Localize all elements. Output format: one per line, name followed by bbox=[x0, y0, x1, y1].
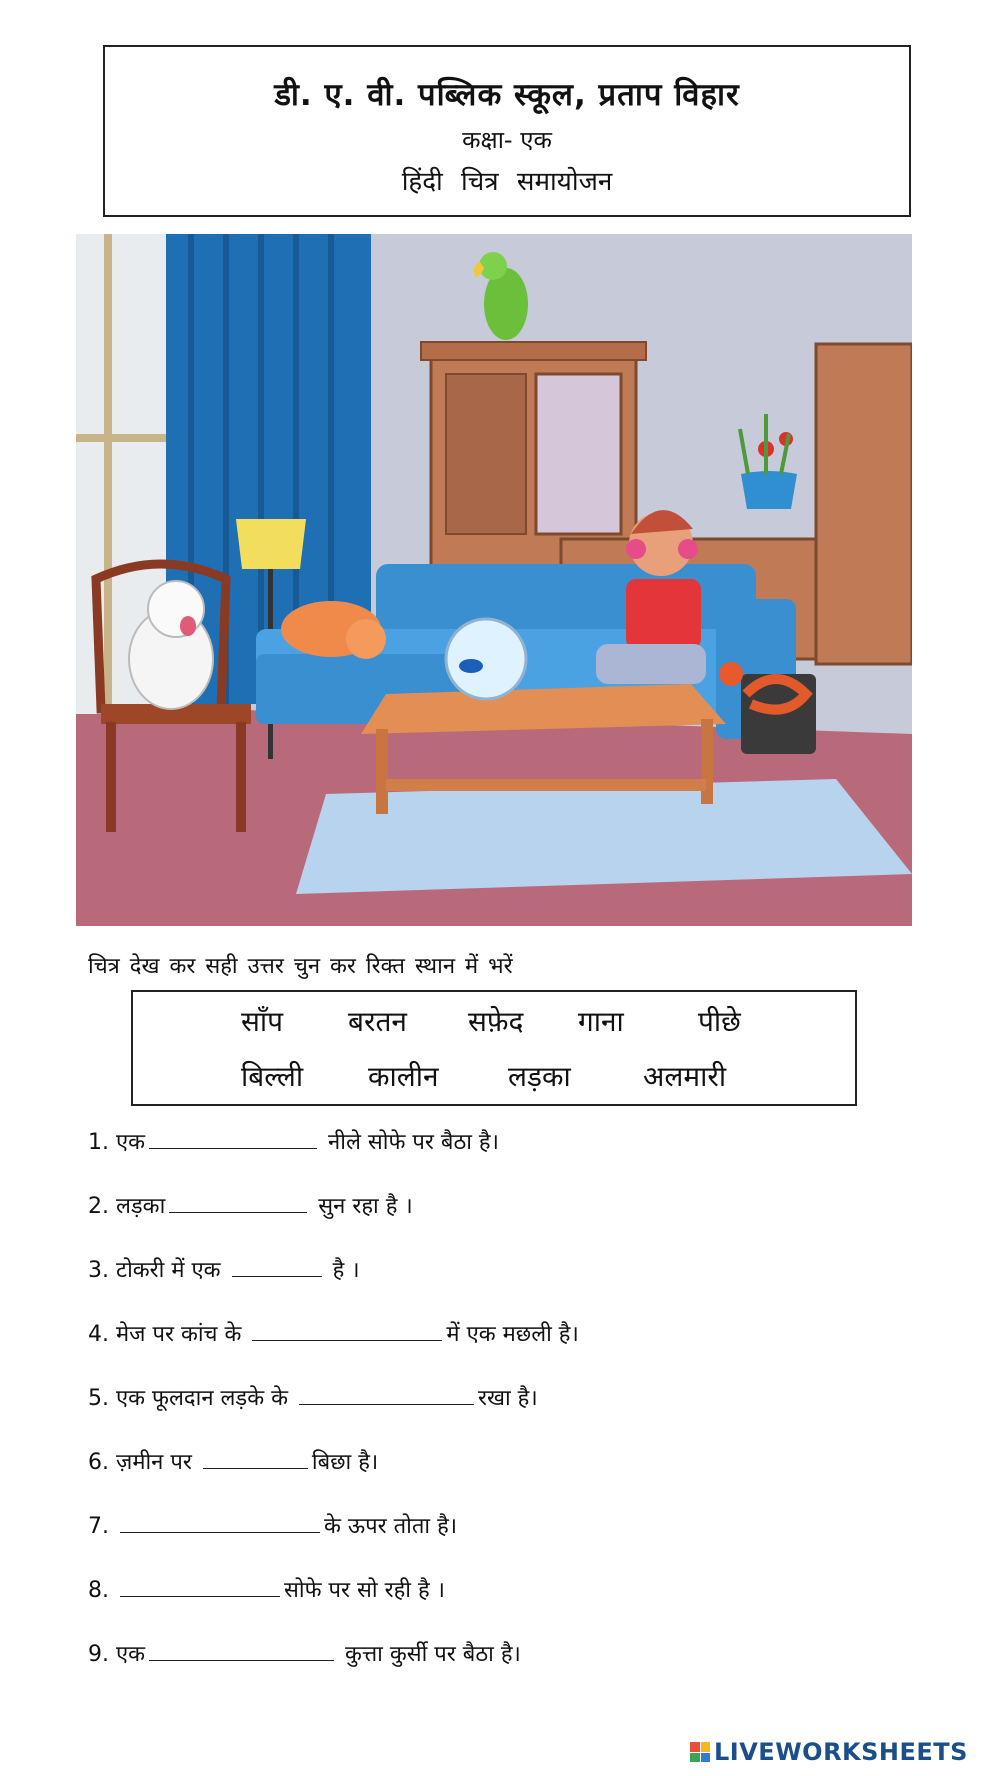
answer-blank-8[interactable] bbox=[120, 1576, 280, 1597]
word-bank-row-1 bbox=[133, 1002, 855, 1042]
question-text-after: बिछा है। bbox=[311, 1450, 379, 1475]
question-text-after: है । bbox=[325, 1258, 360, 1283]
question-number: 4. bbox=[88, 1322, 109, 1347]
word-snake: साँप bbox=[241, 1005, 284, 1038]
question-text-after: सोफे पर सो रही है । bbox=[284, 1578, 445, 1603]
living-room-scene bbox=[76, 234, 912, 926]
question-1 bbox=[88, 1126, 499, 1156]
answer-blank-7[interactable] bbox=[120, 1512, 320, 1533]
word-white: सफ़ेद bbox=[468, 1005, 524, 1038]
question-number: 8. bbox=[88, 1578, 109, 1603]
answer-blank-9[interactable] bbox=[149, 1640, 334, 1661]
question-number: 3. bbox=[88, 1258, 109, 1283]
word-cupboard: अलमारी bbox=[643, 1060, 727, 1093]
answer-blank-2[interactable] bbox=[169, 1192, 307, 1213]
question-text-before: ज़मीन पर bbox=[116, 1450, 199, 1475]
question-9 bbox=[88, 1638, 521, 1668]
question-text-after: सुन रहा है । bbox=[311, 1194, 413, 1219]
answer-blank-4[interactable] bbox=[252, 1320, 442, 1341]
liveworksheets-icon bbox=[690, 1742, 710, 1762]
question-text-after: के ऊपर तोता है। bbox=[324, 1514, 458, 1539]
question-number: 2. bbox=[88, 1194, 109, 1219]
question-7 bbox=[88, 1510, 457, 1540]
living-room-illustration bbox=[76, 234, 912, 926]
question-3 bbox=[88, 1254, 360, 1284]
header-box bbox=[103, 45, 911, 217]
instruction-text: चित्र देख कर सही उत्तर चुन कर रिक्त स्थान में भरें bbox=[88, 954, 513, 979]
answer-blank-1[interactable] bbox=[149, 1128, 317, 1149]
question-8 bbox=[88, 1574, 445, 1604]
school-name: डी. ए. वी. पब्लिक स्कूल, प्रताप विहार bbox=[274, 77, 740, 113]
question-number: 7. bbox=[88, 1514, 109, 1539]
carpet bbox=[296, 779, 912, 894]
flower-vase bbox=[741, 471, 797, 509]
question-text-before: एक bbox=[116, 1642, 146, 1667]
answer-blank-3[interactable] bbox=[232, 1256, 322, 1277]
word-boy: लड़का bbox=[508, 1060, 571, 1093]
answer-blank-6[interactable] bbox=[203, 1448, 308, 1469]
question-number: 6. bbox=[88, 1450, 109, 1475]
question-text-before: टोकरी में एक bbox=[116, 1258, 228, 1283]
word-bank-box bbox=[131, 990, 857, 1106]
word-song: गाना bbox=[578, 1005, 624, 1038]
lamp-shade bbox=[236, 519, 306, 569]
word-cat: बिल्ली bbox=[241, 1060, 304, 1093]
question-text-after: में एक मछली है। bbox=[446, 1322, 579, 1347]
brand-text: LIVEWORKSHEETS bbox=[714, 1738, 968, 1766]
class-line: कक्षा- एक bbox=[462, 126, 552, 154]
question-text-after: रखा है। bbox=[477, 1386, 538, 1411]
question-text-after: नीले सोफे पर बैठा है। bbox=[321, 1130, 499, 1155]
liveworksheets-logo bbox=[690, 1738, 968, 1766]
question-text-before: मेज पर कांच के bbox=[116, 1322, 249, 1347]
subject-line: हिंदी चित्र समायोजन bbox=[401, 167, 613, 197]
word-carpet: कालीन bbox=[368, 1060, 439, 1093]
question-6 bbox=[88, 1446, 378, 1476]
word-bank-row-2 bbox=[133, 1057, 855, 1097]
question-4 bbox=[88, 1318, 579, 1348]
question-5 bbox=[88, 1382, 538, 1412]
question-2 bbox=[88, 1190, 413, 1220]
question-number: 1. bbox=[88, 1130, 109, 1155]
question-text-after: कुत्ता कुर्सी पर बैठा है। bbox=[338, 1642, 521, 1667]
word-behind: पीछे bbox=[698, 1005, 741, 1038]
question-text-before: लड़का bbox=[116, 1194, 166, 1219]
word-utensil: बरतन bbox=[348, 1005, 407, 1038]
question-text-before: एक bbox=[116, 1130, 146, 1155]
question-number: 5. bbox=[88, 1386, 109, 1411]
answer-blank-5[interactable] bbox=[299, 1384, 474, 1405]
question-text-before: एक फूलदान लड़के के bbox=[116, 1386, 295, 1411]
fish-bowl bbox=[446, 619, 526, 699]
question-number: 9. bbox=[88, 1642, 109, 1667]
